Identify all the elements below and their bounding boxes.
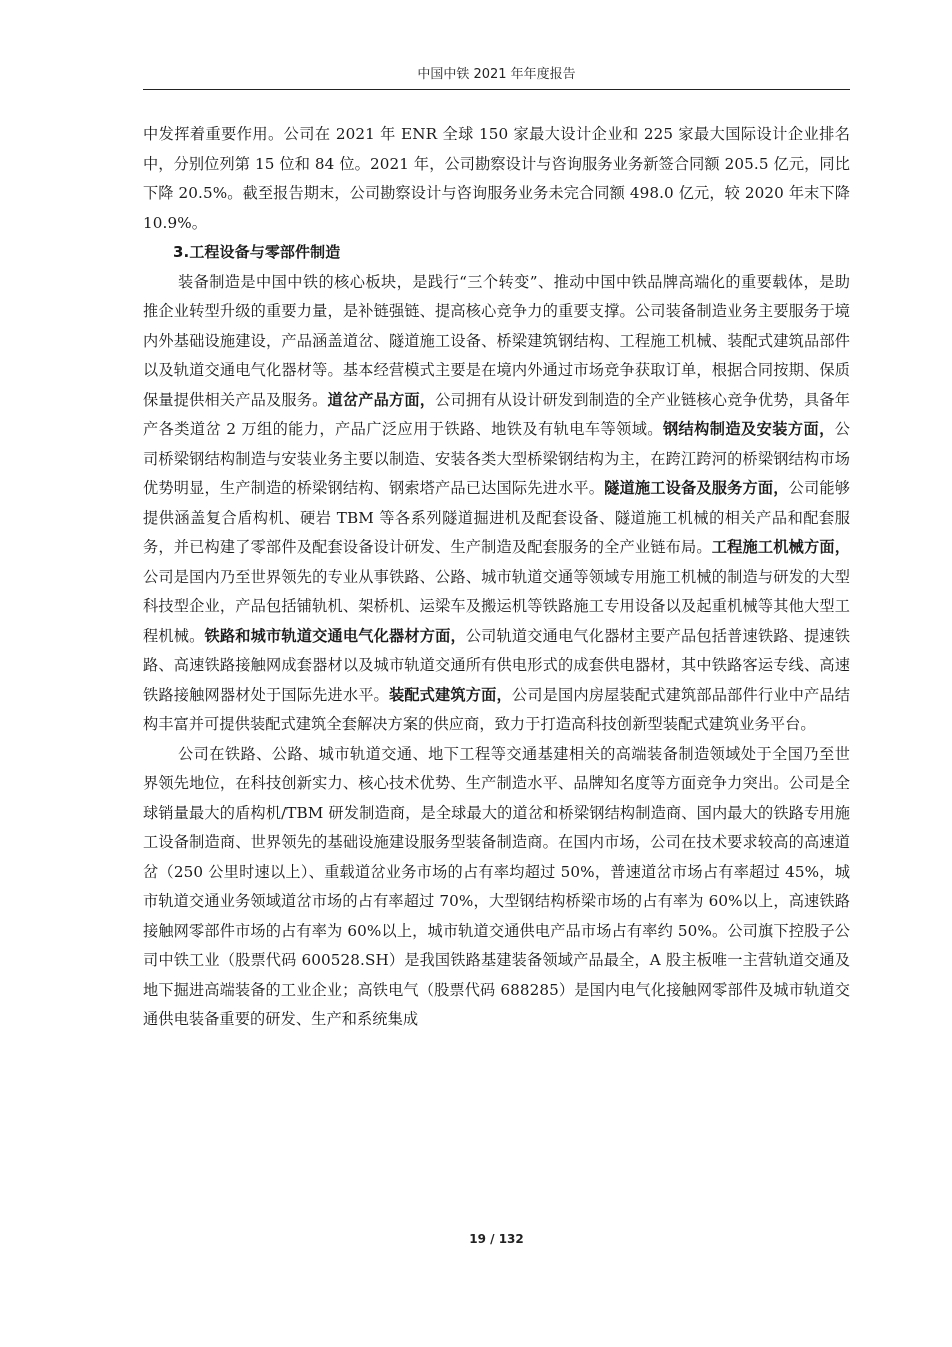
keyword-electrification: 铁路和城市轨道交通电气化器材方面，	[204, 626, 466, 645]
paragraph-market-position: 公司在铁路、公路、城市轨道交通、地下工程等交通基建相关的高端装备制造领域处于全国乃至世界领先地位，在科技创新实力、核心技术优势、生产制造水平、品牌知名度等方面竞争力突出。公司是全球销量最大的盾构机/TBM 研发制造商，是全球最大的道岔和桥梁钢结构制造商、国内最大的铁路专用施工设备制造商、世界领先的基础设施建设服务型装备制造商。在国内市场，公司在技术要求较高的高速道岔（250 公里时速以上）、重载道岔业务市场的占有率均超过 50%，普速道岔市场占有率超过 45%，城市轨道交通业务领域道岔市场的占有率超过 70%，大型钢结构桥梁市场的占有率为 60%以上，高速铁路接触网零部件市场的占有率为 60%以上，城市轨道交通供电产品市场占有率约 50%。公司旗下控股子公司中铁工业（股票代码 600528.SH）是我国铁路基建装备领域产品最全，A 股主板唯一主营轨道交通及地下掘进高端装备的工业企业；高铁电气（股票代码 688285）是国内电气化接触网零部件及城市轨道交通供电装备重要的研发、生产和系统集成	[143, 744, 850, 1028]
paragraph-design-consulting: 中发挥着重要作用。公司在 2021 年 ENR 全球 150 家最大设计企业和 225 家最大国际设计企业排名中，分别位列第 15 位和 84 位。2021 年，公司勘察设计与咨询服务业务新签合同额 205.5 亿元，同比下降 20.5%。截至报告期末，公司勘察设计与咨询服务业务未完合同额 498.0 亿元，较 2020 年末下降 10.9%。	[143, 125, 850, 232]
text-tunnel-equipment: 公司能够提供涵盖复合盾构机、硬岩 TBM 等各系列隧道掘进机及配套设备、隧道施工机械的相关产品和配套服务，并已构建了零部件及配套设备设计研发、生产制造及配套服务的全产业链布局。	[143, 479, 851, 556]
keyword-tunnel-equipment: 隧道施工设备及服务方面，	[604, 479, 789, 497]
text-steel-structure: 公司桥梁钢结构制造与安装业务主要以制造、安装各类大型桥梁钢结构为主，在跨江跨河的桥梁钢结构市场优势明显，生产制造的桥梁钢结构、钢索塔产品已达国际先进水平。	[143, 420, 850, 497]
keyword-steel-structure: 钢结构制造及安装方面，	[662, 420, 835, 438]
keyword-prefabricated-building: 装配式建筑方面，	[388, 685, 512, 704]
keyword-construction-machinery: 工程施工机械方面，	[711, 538, 850, 556]
document-body	[143, 120, 850, 1035]
section-heading: 3.工程设备与零部件制造	[173, 243, 341, 261]
text-prefabricated-building: 公司是国内房屋装配式建筑部品部件行业中产品结构丰富并可提供装配式建筑全套解决方案的供应商，致力于打造高科技创新型装配式建筑业务平台。	[143, 685, 850, 733]
keyword-turnout: 道岔产品方面，	[327, 390, 436, 409]
header-divider	[143, 89, 850, 90]
text-turnout: 公司拥有从设计研发到制造的全产业链核心竞争优势，具备年产各类道岔 2 万组的能力，产品广泛应用于铁路、地铁及有轨电车等领域。	[143, 390, 851, 438]
text-electrification: 公司轨道交通电气化器材主要产品包括普速铁路、提速铁路、高速铁路接触网成套器材以及城市轨道交通所有供电形式的成套供电器材，其中铁路客运专线、高速铁路接触网器材处于国际先进水平。	[143, 626, 851, 704]
paragraph-equipment-manufacturing	[143, 268, 850, 740]
text-construction-machinery: 公司是国内乃至世界领先的专业从事铁路、公路、城市轨道交通等领域专用施工机械的制造与研发的大型科技型企业，产品包括铺轨机、架桥机、运梁车及搬运机等铁路施工专用设备以及起重机械等其他大型工程机械。	[143, 567, 850, 645]
page-number: 19 / 132	[469, 1232, 524, 1246]
page-header: 中国中铁 2021 年年度报告	[417, 67, 576, 82]
paragraph-intro: 装备制造是中国中铁的核心板块，是践行“三个转变”、推动中国中铁品牌高端化的重要载体，是助推企业转型升级的重要力量，是补链强链、提高核心竞争力的重要支撑。公司装备制造业务主要服务于境内外基础设施建设，产品涵盖道岔、隧道施工设备、桥梁建筑钢结构、工程施工机械、装配式建筑品部件以及轨道交通电气化器材等。基本经营模式主要是在境内外通过市场竞争获取订单，根据合同按期、保质保量提供相关产品及服务。	[143, 272, 850, 409]
